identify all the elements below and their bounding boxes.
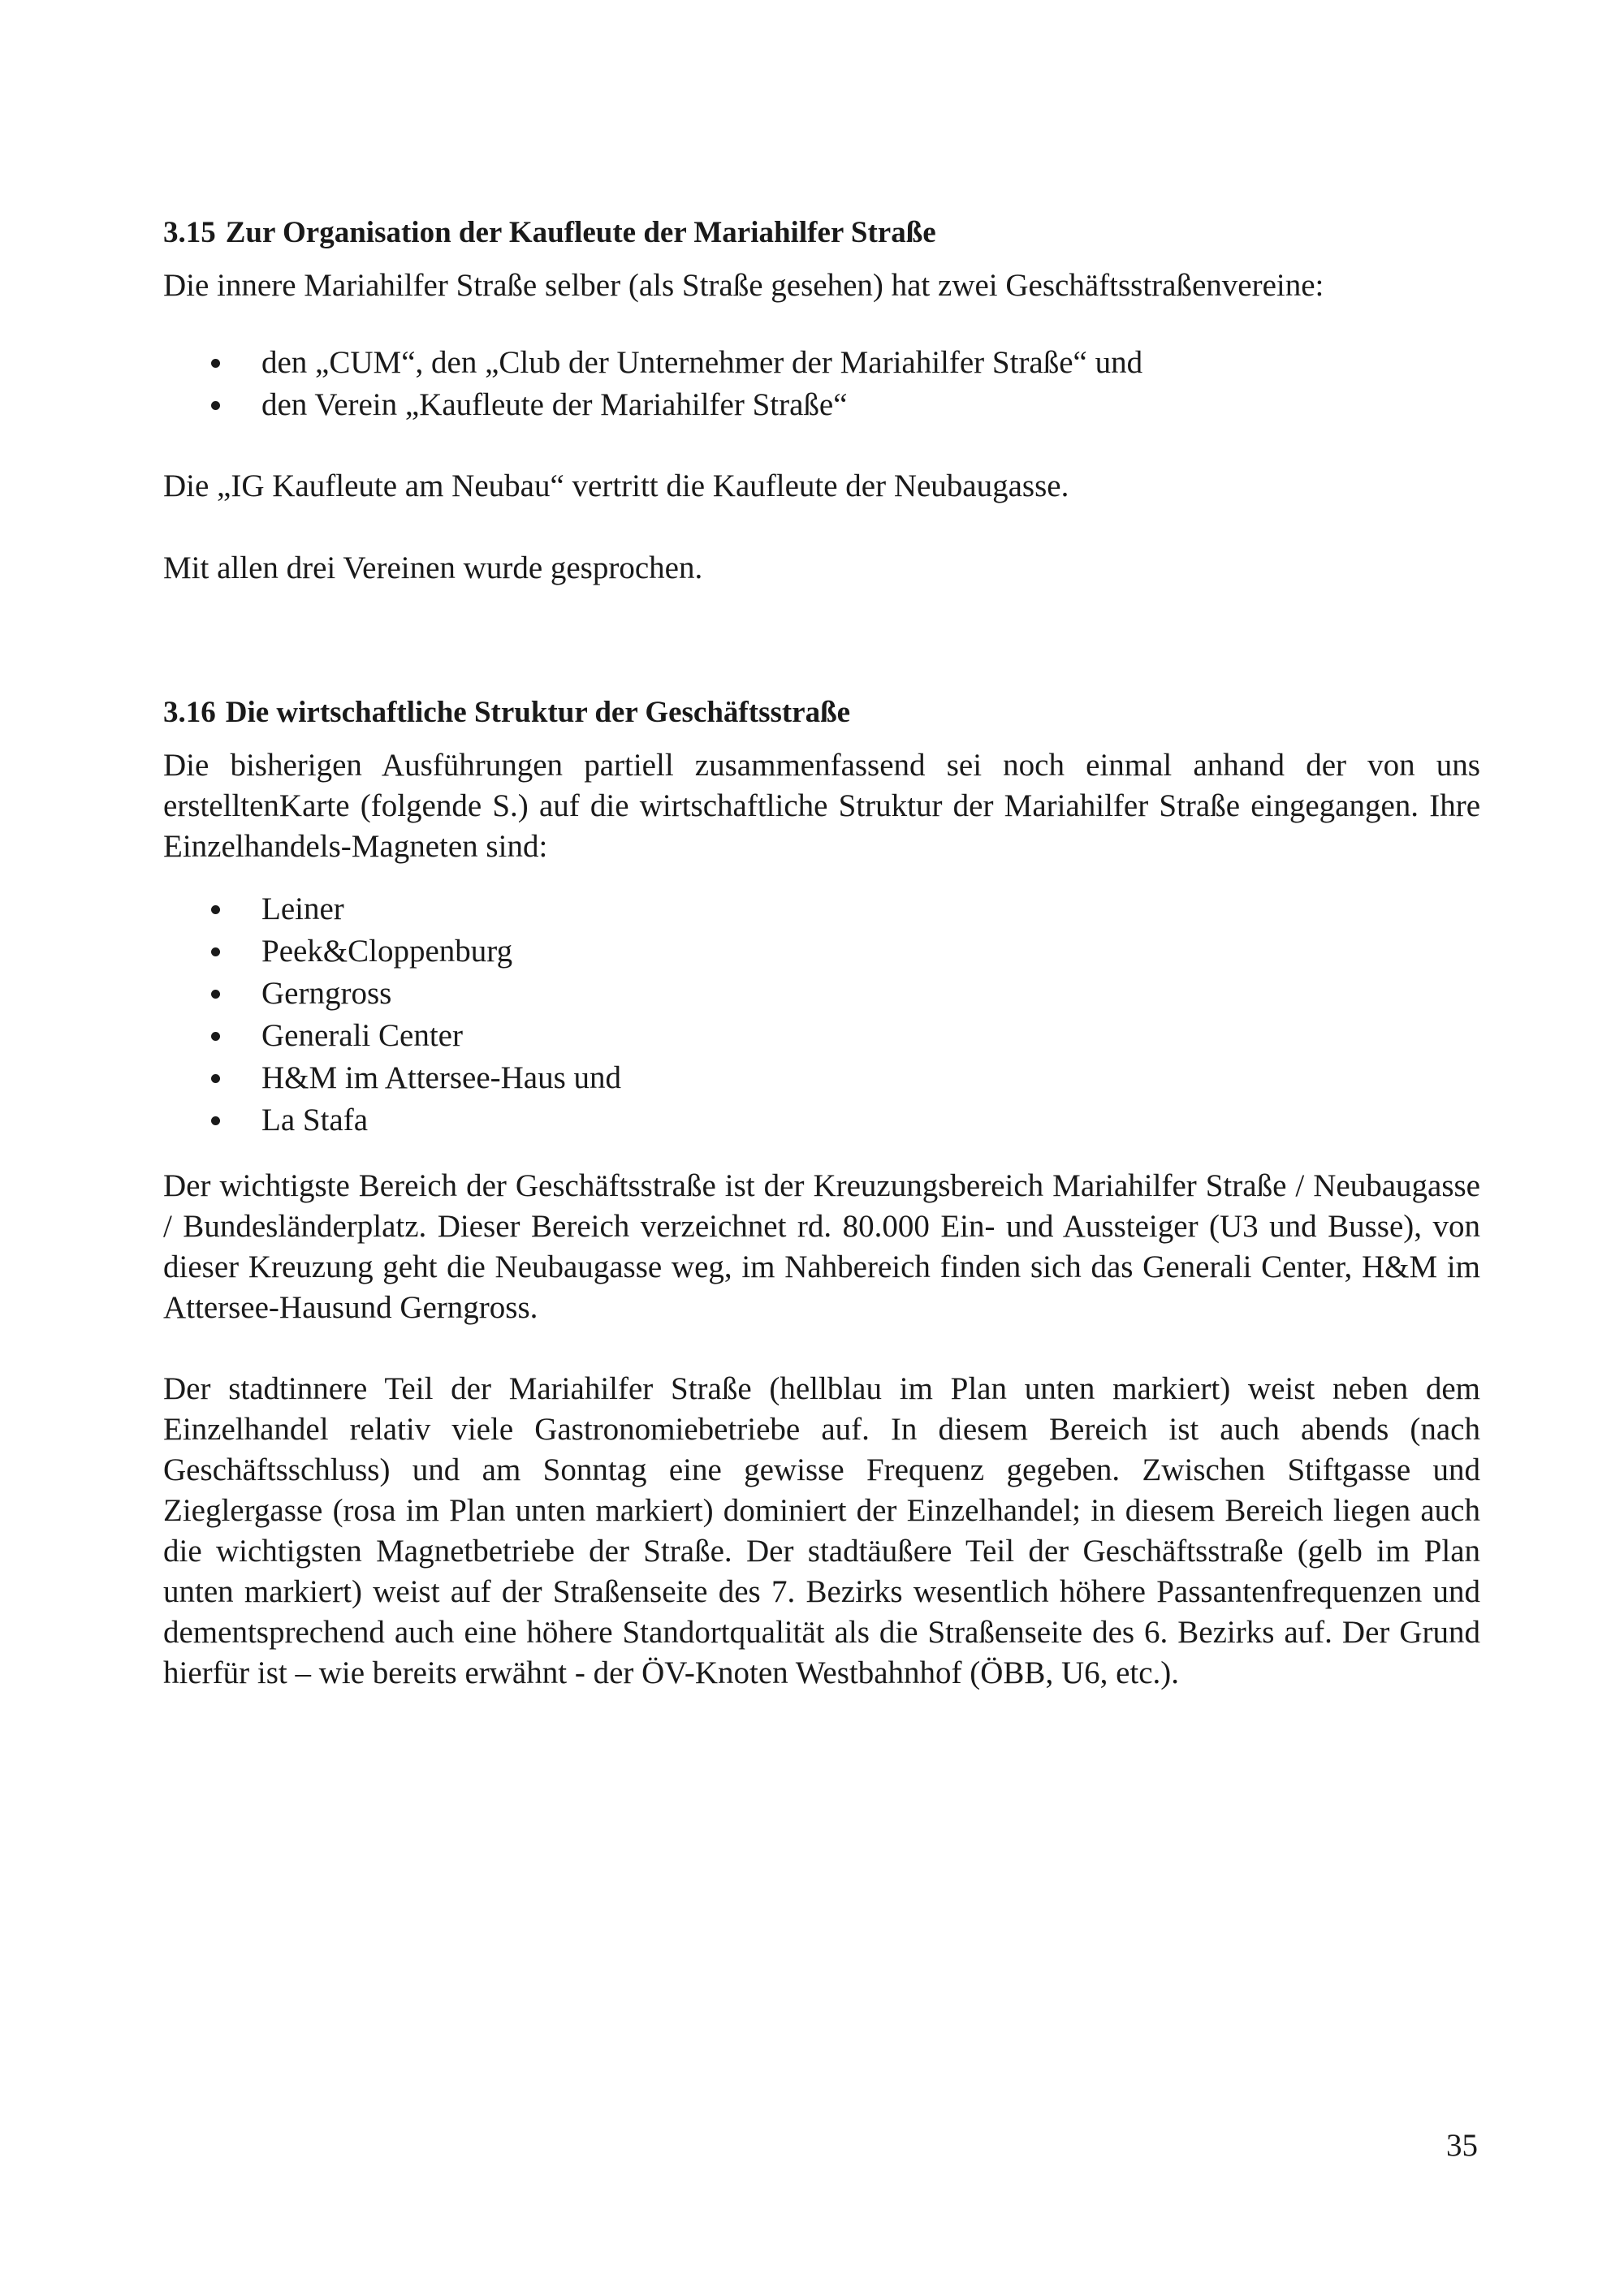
list-item: Gerngross <box>163 973 1480 1015</box>
list-item: den „CUM“, den „Club der Unternehmer der Mariahilfer Straße“ und <box>163 342 1480 384</box>
list-item: H&M im Attersee-Haus und <box>163 1057 1480 1099</box>
bullet-icon <box>211 359 220 368</box>
section-315-number: 3.15 <box>163 216 216 249</box>
section-315-title: Zur Organisation der Kaufleute der Mariahilfer Straße <box>225 216 936 249</box>
bullet-icon <box>211 990 220 999</box>
page-number: 35 <box>1446 2128 1478 2163</box>
section-316-number: 3.16 <box>163 696 216 729</box>
section-316-bullet-list <box>163 888 1480 1142</box>
bullet-icon <box>211 401 220 410</box>
section-315-heading <box>163 213 1480 253</box>
bullet-icon <box>211 905 220 914</box>
section-315-bullet-list <box>163 342 1480 426</box>
bullet-icon <box>211 1074 220 1083</box>
section-316-crossing-paragraph: Der wichtigste Bereich der Geschäftsstraße ist der Kreuzungsbereich Mariahilfer Straße / Neubaugasse / Bundesländerplatz. Dieser Bereich verzeichnet rd. 80.000 Ein- und Aussteiger (U3 und Busse), von dieser Kreuzung geht die Neubaugasse weg, im Nahbereich finden sich das Generali Center, H&M im Attersee-Hausund Gerngross. <box>163 1168 1480 1325</box>
document-page <box>163 213 1480 1694</box>
section-316-title: Die wirtschaftliche Struktur der Geschäftsstraße <box>225 696 851 729</box>
list-item: Peek&Cloppenburg <box>163 930 1480 973</box>
bullet-icon <box>211 1116 220 1125</box>
section-316-heading <box>163 693 1480 733</box>
section-315-intro: Die innere Mariahilfer Straße selber (als Straße gesehen) hat zwei Geschäftsstraßenvereine: <box>163 268 1324 303</box>
section-316-intro: Die bisherigen Ausführungen partiell zusammenfassend sei noch einmal anhand der von uns erstelltenKarte (folgende S.) auf die wirtschaftliche Struktur der Mariahilfer Straße eingegangen. Ihre Einzelhandels-Magneten sind: <box>163 748 1480 864</box>
list-item: Leiner <box>163 888 1480 930</box>
list-item: Generali Center <box>163 1015 1480 1057</box>
bullet-icon <box>211 1032 220 1041</box>
list-item: La Stafa <box>163 1099 1480 1142</box>
list-item: den Verein „Kaufleute der Mariahilfer Straße“ <box>163 384 1480 426</box>
bullet-icon <box>211 947 220 956</box>
section-316-parts-paragraph: Der stadtinnere Teil der Mariahilfer Straße (hellblau im Plan unten markiert) weist neben dem Einzelhandel relativ viele Gastronomiebetriebe auf. In diesem Bereich ist auch abends (nach Geschäftsschluss) und am Sonntag eine gewisse Frequenz gegeben. Zwischen Stiftgasse und Zieglergasse (rosa im Plan unten markiert) dominiert der Einzelhandel; in diesem Bereich liegen auch die wichtigsten Magnetbetriebe der Straße. Der stadtäußere Teil der Geschäftsstraße (gelb im Plan unten markiert) weist auf der Straßenseite des 7. Bezirks wesentlich höhere Passantenfrequenzen und dementsprechend auch eine höhere Standortqualität als die Straßenseite des 6. Bezirks auf. Der Grund hierfür ist – wie bereits erwähnt - der ÖV-Knoten Westbahnhof (ÖBB, U6, etc.). <box>163 1371 1480 1690</box>
section-315-ig-paragraph: Die „IG Kaufleute am Neubau“ vertritt die Kaufleute der Neubaugasse. <box>163 468 1069 503</box>
section-315-talked-paragraph: Mit allen drei Vereinen wurde gesprochen. <box>163 550 703 585</box>
